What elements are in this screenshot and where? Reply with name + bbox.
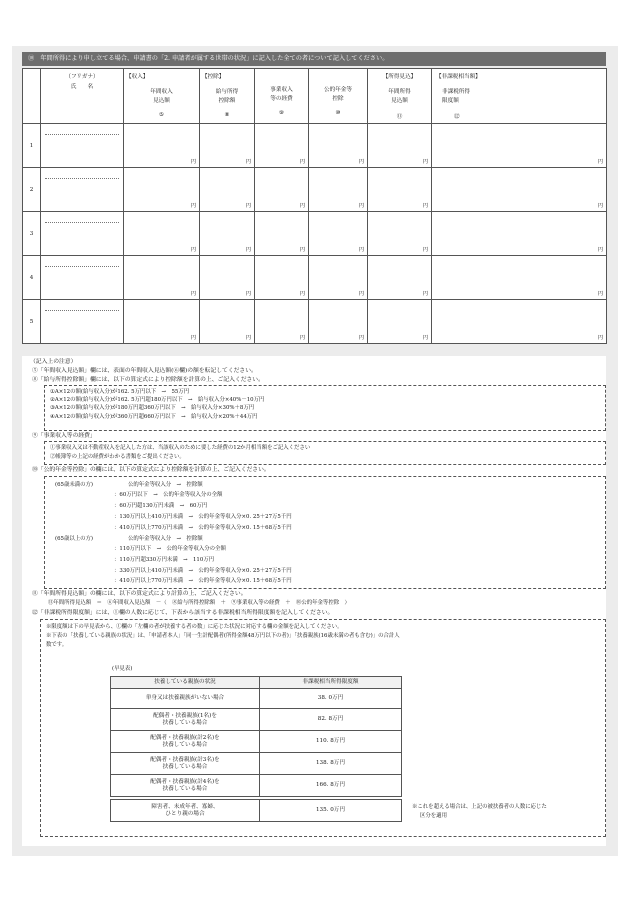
under65-head: 公的年金等収入分 → 控除額: [128, 482, 203, 488]
annual-income-input[interactable]: 円: [124, 212, 200, 256]
col-number: ⑧: [224, 112, 230, 118]
table-row: [111, 775, 402, 797]
quick-status: 配偶者・扶養親族(計4名)を 扶養している場合: [111, 775, 260, 797]
furigana-label: （フリガナ）: [65, 74, 99, 80]
row-number-header: [23, 69, 41, 124]
annual-income-input[interactable]: 円: [124, 256, 200, 300]
table-row: [23, 168, 607, 212]
row-number: 2: [23, 168, 41, 212]
col-number: ⑤: [158, 112, 164, 118]
note-8-line: ①A×12の額(給与収入分)が162. 5万円以下 → 55万円: [50, 389, 190, 395]
quick-reference-table: [110, 676, 402, 822]
note-12-text: 数です。: [46, 642, 68, 648]
salary-deduction-input[interactable]: 円: [200, 124, 255, 168]
income-est-input[interactable]: 円: [368, 124, 432, 168]
col-number: ⑩: [335, 110, 341, 116]
pension-deduction-input[interactable]: 円: [309, 168, 368, 212]
note-12-text: ※限度額は下の早見表から、①欄の「左欄の者が扶養する者の数」に応じた状況に対応する欄の金額を記入してください。: [46, 624, 343, 630]
income-est-input[interactable]: 円: [368, 168, 432, 212]
name-input[interactable]: [41, 300, 124, 344]
quick-head-status: 扶養している親族の状況: [111, 677, 260, 689]
row-number: 4: [23, 256, 41, 300]
table-row: [111, 731, 402, 753]
col-label: 公的年金等 控除: [324, 87, 352, 102]
annual-income-input[interactable]: 円: [124, 168, 200, 212]
note-11-formula: ⑪年間所得見込額 ＝ ⑥年間収入見込額 －（ ⑧給与所得控除額 ＋ ⑨事業収入等の経費 ＋ ⑩公的年金等控除 ）: [48, 600, 350, 606]
nontax-limit-input[interactable]: 円: [432, 168, 607, 212]
col-label: 年間収入 見込額: [150, 89, 173, 104]
section-header: ⑩ 年間所得により申し立てる場合、申請書の「2. 申請者が属する世帯の状況」に記入した全ての者について記入してください。: [22, 52, 606, 66]
note-8-line: ②A×12の額(給与収入分)が162. 5万円超180万円以下 → 給与収入分×40%－10万円: [50, 397, 265, 403]
col-label: 非課税所得 限度額: [442, 89, 470, 104]
business-expense-input[interactable]: 円: [255, 124, 309, 168]
group-nontax-label: 【非課税相当額】: [436, 74, 481, 80]
name-input[interactable]: [41, 168, 124, 212]
table-row: [23, 212, 607, 256]
row-number: 1: [23, 124, 41, 168]
business-expense-input[interactable]: 円: [255, 212, 309, 256]
over65-head: 公的年金等収入分 → 控除額: [128, 536, 203, 542]
note-8-line: ③A×12の額(給与収入分)が180万円超360万円以下 → 給与収入分×30%＋8万円: [50, 405, 255, 411]
quick-amount: 38. 0万円: [260, 689, 402, 709]
annual-income-input[interactable]: 円: [124, 124, 200, 168]
col-number: ⑨: [278, 110, 284, 116]
table-row: [111, 800, 402, 822]
salary-deduction-input[interactable]: 円: [200, 300, 255, 344]
income-est-input[interactable]: 円: [368, 212, 432, 256]
business-expense-input[interactable]: 円: [255, 300, 309, 344]
quick-amount: 138. 8万円: [260, 753, 402, 775]
quick-status: 障害者、未成年者、寡婦、 ひとり親の場合: [111, 800, 260, 822]
group-income-est-label: 【所得見込】: [382, 74, 417, 80]
col-business-expense: [255, 69, 309, 124]
quick-head-amount: 非課税相当所得限度額: [260, 677, 402, 689]
pension-deduction-input[interactable]: 円: [309, 124, 368, 168]
notes-title: （記入上の注意）: [30, 359, 77, 365]
note-5: ⑤「年間収入見込額」欄には、表面の年間収入見込額(⑥欄)の額を転記してください。: [32, 368, 257, 374]
col-number: ⑪: [396, 114, 403, 120]
pension-deduction-input[interactable]: 円: [309, 212, 368, 256]
quick-status: 配偶者・扶養親族(1名)を 扶養している場合: [111, 709, 260, 731]
name-input[interactable]: [41, 124, 124, 168]
group-income-label: 【収入】: [126, 74, 149, 80]
nontax-limit-input[interactable]: 円: [432, 212, 607, 256]
salary-deduction-input[interactable]: 円: [200, 256, 255, 300]
annual-income-input[interactable]: 円: [124, 300, 200, 344]
income-est-input[interactable]: 円: [368, 256, 432, 300]
name-input[interactable]: [41, 212, 124, 256]
over65-line: ：110万円超330万円未満 → 110万円: [114, 557, 215, 563]
nontax-limit-input[interactable]: 円: [432, 300, 607, 344]
note-11: ⑪「年間所得見込額」の欄には、以下の算定式により計算の上、ご記入ください。: [32, 591, 247, 597]
quick-amount: 82. 8万円: [260, 709, 402, 731]
note-10: ⑩「公的年金等控除」の欄には、以下の算定式により控除額を計算の上、ご記入ください。: [32, 467, 270, 473]
quick-status: 配偶者・扶養親族(計2名)を 扶養している場合: [111, 731, 260, 753]
note-8-line: ④A×12の額(給与収入分)が360万円超660万円以下 → 給与収入分×20%＋44万円: [50, 414, 258, 420]
salary-deduction-input[interactable]: 円: [200, 168, 255, 212]
business-expense-input[interactable]: 円: [255, 256, 309, 300]
col-label: 事業収入 等の経費: [270, 87, 293, 102]
quick-table-title: (早見表): [112, 666, 133, 672]
quick-amount: 166. 8万円: [260, 775, 402, 797]
note-8: ⑧「給与所得控除額」欄には、以下の算定式により控除額を計算の上、ご記入ください。: [32, 377, 264, 383]
quick-status: 単身又は扶養親族がいない場合: [111, 689, 260, 709]
col-annual-income: [124, 69, 200, 124]
under65-line: ：60万円以下 → 公的年金等収入分の全額: [114, 492, 223, 498]
col-nontax-limit: [432, 69, 607, 124]
quick-amount: 135. 0万円: [260, 800, 402, 822]
under65-line: ：130万円以上410万円未満 → 公的年金等収入分×0. 25＋27万5千円: [114, 514, 292, 520]
quick-amount: 110. 8万円: [260, 731, 402, 753]
salary-deduction-input[interactable]: 円: [200, 212, 255, 256]
note-12-text: ※下表の「扶養している親族の状況」は、「申請者本人」「同一生計配偶者(所得金額48万円以下の者)」「扶養親族(16歳未満の者も含む)」の合計人: [46, 633, 400, 639]
nontax-limit-input[interactable]: 円: [432, 124, 607, 168]
name-header: [41, 69, 124, 124]
name-label: 氏 名: [70, 84, 94, 90]
over65-line: ：330万円以上410万円未満 → 公的年金等収入分×0. 25＋27万5千円: [114, 568, 292, 574]
under65-label: (65歳未満の方): [55, 482, 94, 488]
under65-line: ：410万円以上770万円未満 → 公的年金等収入分×0. 15＋68万5千円: [114, 525, 292, 531]
over65-label: (65歳以上の方): [55, 536, 94, 542]
col-annual-income-est: [368, 69, 432, 124]
income-est-input[interactable]: 円: [368, 300, 432, 344]
row-number: 3: [23, 212, 41, 256]
note-9: ⑨「事業収入等の経費」: [32, 433, 96, 439]
over65-line: ：410万円以上770万円未満 → 公的年金等収入分×0. 15＋68万5千円: [114, 578, 292, 584]
table-row: [111, 689, 402, 709]
group-deduction-label: 【控除】: [202, 74, 225, 80]
col-number: ⑫: [454, 114, 460, 120]
pension-deduction-input[interactable]: 円: [309, 256, 368, 300]
business-expense-input[interactable]: 円: [255, 168, 309, 212]
note-9-line: ①事業収入又は不動産収入を記入した方は、当該収入のために要した経費の12か月相当額をご記入ください: [50, 445, 311, 451]
col-salary-deduction: [200, 69, 255, 124]
col-label: 年間所得 見込額: [388, 89, 411, 104]
over65-line: ：110万円以下 → 公的年金等収入分の全額: [114, 546, 226, 552]
name-input[interactable]: [41, 256, 124, 300]
under65-line: ：60万円超130万円未満 → 60万円: [114, 503, 208, 509]
table-row: [23, 256, 607, 300]
table-row: [23, 300, 607, 344]
quick-status: 配偶者・扶養親族(計3名)を 扶養している場合: [111, 753, 260, 775]
quick-note: 区分を適用: [420, 813, 447, 819]
pension-deduction-input[interactable]: 円: [309, 300, 368, 344]
row-number: 5: [23, 300, 41, 344]
col-pension-deduction: [309, 69, 368, 124]
col-label: 給与所得 控除額: [215, 89, 239, 104]
note-9-line: ②帳簿等の上記の経費がわかる書類をご提出ください。: [50, 454, 185, 460]
nontax-limit-input[interactable]: 円: [432, 256, 607, 300]
table-row: [23, 124, 607, 168]
income-table: [22, 68, 607, 344]
table-row: [111, 709, 402, 731]
quick-note: ※これを超える場合は、上記の被扶養者の人数に応じた: [412, 804, 547, 810]
note-12: ⑫「非課税所得限度額」には、①欄の人数に応じて、下表から該当する非課税相当所得限度額を記入してください。: [32, 610, 334, 616]
table-row: [111, 753, 402, 775]
